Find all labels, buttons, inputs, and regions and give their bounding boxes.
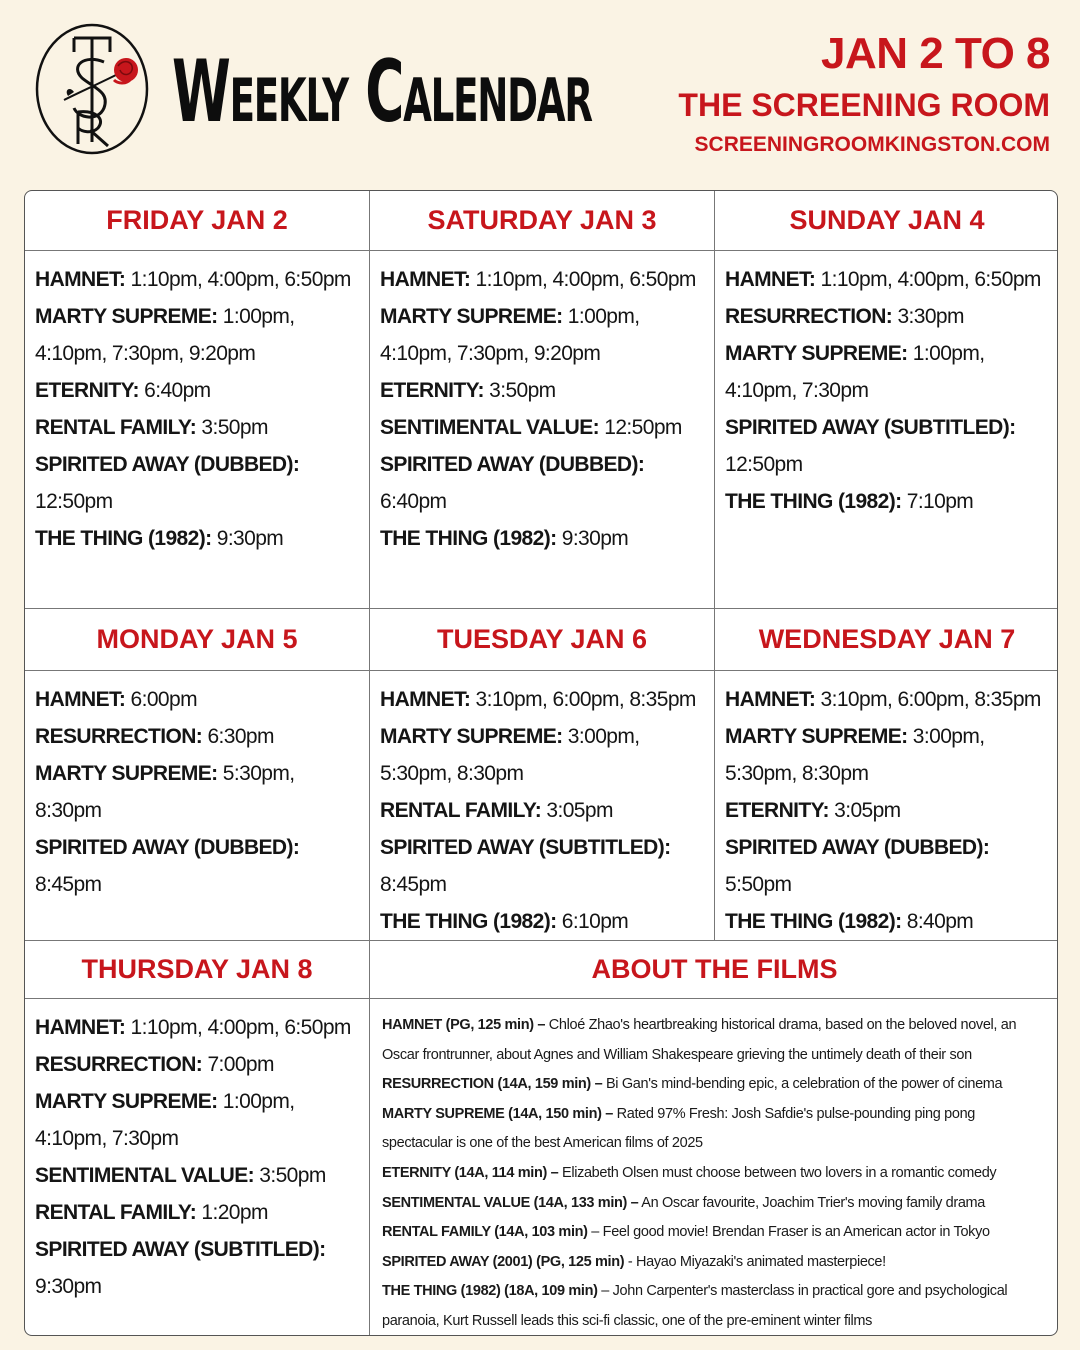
showtime-entry [725,681,1049,718]
showtime-entry [35,718,359,755]
showtime-entry [380,681,704,718]
film-synopsis: - Hayao Miyazaki's animated masterpiece! [624,1253,886,1270]
film-synopsis: An Oscar favourite, Joachim Trier's moving family drama [638,1194,986,1211]
day-schedule [25,999,370,1336]
film-title: MARTY SUPREME: [725,725,908,748]
film-description [382,1159,1047,1189]
showtimes: 3:10pm, 6:00pm, 8:35pm [470,688,696,711]
showtimes: 5:30pm, 8:30pm [35,762,295,822]
showtimes: 3:30pm [892,305,964,328]
showtimes: 1:10pm, 4:00pm, 6:50pm [815,268,1041,291]
date-range: JAN 2 TO 8 [821,29,1050,78]
film-synopsis: – Feel good movie! Brendan Fraser is an American actor in Tokyo [587,1224,990,1241]
day-header: FRIDAY JAN 2 [25,191,370,251]
film-title: ETERNITY (14A, 114 min) – [382,1164,559,1181]
showtime-entry [725,903,1049,940]
film-title: SPIRITED AWAY (DUBBED): [725,836,990,859]
film-title: THE THING (1982): [725,490,902,513]
film-title: THE THING (1982): [35,527,212,550]
showtime-entry [380,446,704,520]
film-description [382,1011,1047,1070]
film-title: MARTY SUPREME: [380,725,563,748]
showtimes: 3:00pm, 5:30pm, 8:30pm [380,725,640,785]
showtime-entry [35,409,359,446]
showtime-entry [35,829,359,903]
page-title: Weekly Calendar [172,42,592,142]
film-synopsis: Elizabeth Olsen must choose between two lovers in a romantic comedy [558,1164,997,1181]
showtimes: 1:00pm, 4:10pm, 7:30pm, 9:20pm [380,305,640,365]
film-synopsis: Chloé Zhao's heartbreaking historical drama, based on the beloved novel, an Oscar frontrunner, about Agnes and William Shakespeare grieving the untimely death of their son [382,1017,1017,1063]
showtimes: 8:45pm [380,873,447,896]
showtime-entry [35,1046,359,1083]
film-title: RENTAL FAMILY: [35,1201,197,1224]
showtime-entry [35,1083,359,1157]
calendar-grid [24,190,1058,1336]
showtimes: 3:50pm [483,379,556,402]
day-header: SATURDAY JAN 3 [370,191,715,251]
showtimes: 3:50pm [196,416,268,439]
showtime-entry [380,409,704,446]
about-films-list [370,999,1058,1336]
film-title: ETERNITY: [380,379,484,402]
film-title: MARTY SUPREME: [35,305,218,328]
showtimes: 9:30pm [35,1275,102,1298]
day-header: THURSDAY JAN 8 [25,941,370,999]
showtime-entry [725,409,1049,483]
film-title: RENTAL FAMILY: [35,416,197,439]
showtimes: 1:00pm, 4:10pm, 7:30pm, 9:20pm [35,305,295,365]
day-schedule [370,671,715,941]
showtime-entry [380,829,704,903]
film-title: HAMNET: [35,268,126,291]
showtime-entry [725,718,1049,792]
film-synopsis: Rated 97% Fresh: Josh Safdie's pulse-pounding ping pong spectacular is one of the best American films of 2025 [382,1105,975,1152]
day-header: TUESDAY JAN 6 [370,609,715,671]
day-schedule [370,251,715,609]
film-description [382,1100,1047,1159]
film-title: SPIRITED AWAY (SUBTITLED): [380,836,671,859]
showtimes: 7:10pm [901,490,974,513]
showtime-entry [380,372,704,409]
film-title: THE THING (1982): [380,527,557,550]
film-title: RESURRECTION (14A, 159 min) – [382,1076,603,1093]
film-title: THE THING (1982): [380,910,557,933]
showtime-entry [35,1157,359,1194]
film-title: HAMNET: [380,268,471,291]
showtimes: 1:20pm [196,1201,268,1224]
film-title: MARTY SUPREME: [35,1090,218,1113]
showtime-entry [380,520,704,557]
film-title: RESURRECTION: [35,1053,203,1076]
film-title: SPIRITED AWAY (SUBTITLED): [35,1238,326,1261]
showtimes: 3:05pm [541,799,613,822]
film-title: HAMNET: [725,268,816,291]
film-title: SPIRITED AWAY (DUBBED): [35,453,300,476]
showtime-entry [35,298,359,372]
venue-name: THE SCREENING ROOM [678,87,1050,123]
film-title: SENTIMENTAL VALUE (14A, 133 min) – [382,1194,639,1211]
showtime-entry [380,792,704,829]
film-title: SPIRITED AWAY (DUBBED): [35,836,300,859]
header [0,0,1080,190]
showtimes: 1:00pm, 4:10pm, 7:30pm [35,1090,295,1150]
website-link[interactable]: SCREENINGROOMKINGSTON.COM [694,133,1050,156]
film-title: ETERNITY: [725,799,829,822]
showtime-entry [380,261,704,298]
showtimes: 8:45pm [35,873,102,896]
film-title: SENTIMENTAL VALUE: [35,1164,255,1187]
film-title: HAMNET: [35,1016,126,1039]
film-title: SPIRITED AWAY (SUBTITLED): [725,416,1016,439]
showtimes: 6:30pm [202,725,274,748]
monogram-rose-logo-icon [34,22,150,156]
showtime-entry [725,261,1049,298]
film-description [382,1248,1047,1278]
film-title: MARTY SUPREME: [725,342,908,365]
showtime-entry [35,372,359,409]
film-synopsis: Bi Gan's mind-bending epic, a celebration of the power of cinema [602,1076,1003,1093]
showtimes: 12:50pm [599,416,682,439]
showtimes: 9:30pm [556,527,629,550]
showtime-entry [380,298,704,372]
showtimes: 3:10pm, 6:00pm, 8:35pm [815,688,1041,711]
film-synopsis: – John Carpenter's masterclass in practical gore and psychological paranoia, Kurt Russell leads this sci-fi classic, one of the pre-eminent winter films [382,1283,1008,1329]
day-schedule [715,251,1058,609]
film-description [382,1218,1047,1248]
showtime-entry [725,829,1049,903]
day-schedule [25,251,370,609]
showtime-entry [725,792,1049,829]
film-title: HAMNET: [380,688,471,711]
day-schedule [25,671,370,941]
film-description [382,1277,1047,1336]
film-title: RESURRECTION: [725,305,893,328]
film-title: HAMNET: [35,688,126,711]
film-title: HAMNET (PG, 125 min) – [382,1017,546,1033]
showtime-entry [725,298,1049,335]
showtimes: 8:40pm [901,910,974,933]
showtimes: 3:50pm [254,1164,326,1187]
film-title: SENTIMENTAL VALUE: [380,416,600,439]
film-title: ETERNITY: [35,379,139,402]
showtimes: 3:00pm, 5:30pm, 8:30pm [725,725,985,785]
film-title: MARTY SUPREME (14A, 150 min) – [382,1105,613,1122]
day-header: WEDNESDAY JAN 7 [715,609,1058,671]
showtime-entry [35,1194,359,1231]
showtimes: 1:00pm, 4:10pm, 7:30pm [725,342,985,402]
film-title: MARTY SUPREME: [380,305,563,328]
showtimes: 6:00pm [125,688,197,711]
showtimes: 1:10pm, 4:00pm, 6:50pm [125,268,351,291]
day-header: MONDAY JAN 5 [25,609,370,671]
showtime-entry [725,483,1049,520]
showtimes: 6:10pm [556,910,629,933]
showtimes: 9:30pm [211,527,284,550]
showtime-entry [35,755,359,829]
showtime-entry [35,261,359,298]
showtimes: 7:00pm [202,1053,274,1076]
showtimes: 6:40pm [380,490,447,513]
showtime-entry [380,718,704,792]
showtime-entry [35,520,359,557]
film-title: RESURRECTION: [35,725,203,748]
showtimes: 3:05pm [828,799,901,822]
showtimes: 5:50pm [725,873,792,896]
film-title: RENTAL FAMILY: [380,799,542,822]
day-schedule [715,671,1058,941]
showtimes: 1:10pm, 4:00pm, 6:50pm [470,268,696,291]
film-title: MARTY SUPREME: [35,762,218,785]
film-title: SPIRITED AWAY (DUBBED): [380,453,645,476]
film-title: HAMNET: [725,688,816,711]
film-title: SPIRITED AWAY (2001) (PG, 125 min) [382,1253,625,1270]
showtime-entry [725,335,1049,409]
showtime-entry [35,1009,359,1046]
film-description [382,1070,1047,1100]
showtimes: 6:40pm [138,379,211,402]
showtimes: 1:10pm, 4:00pm, 6:50pm [125,1016,351,1039]
film-description [382,1189,1047,1219]
showtime-entry [380,903,704,940]
film-title: THE THING (1982): [725,910,902,933]
showtime-entry [35,446,359,520]
header-info [678,28,1050,160]
showtimes: 12:50pm [725,453,803,476]
showtimes: 12:50pm [35,490,113,513]
film-title: RENTAL FAMILY (14A, 103 min) [382,1224,588,1241]
day-header: SUNDAY JAN 4 [715,191,1058,251]
film-title: THE THING (1982) (18A, 109 min) [382,1283,598,1300]
showtime-entry [35,681,359,718]
showtime-entry [35,1231,359,1305]
about-heading: ABOUT THE FILMS [370,941,1058,999]
